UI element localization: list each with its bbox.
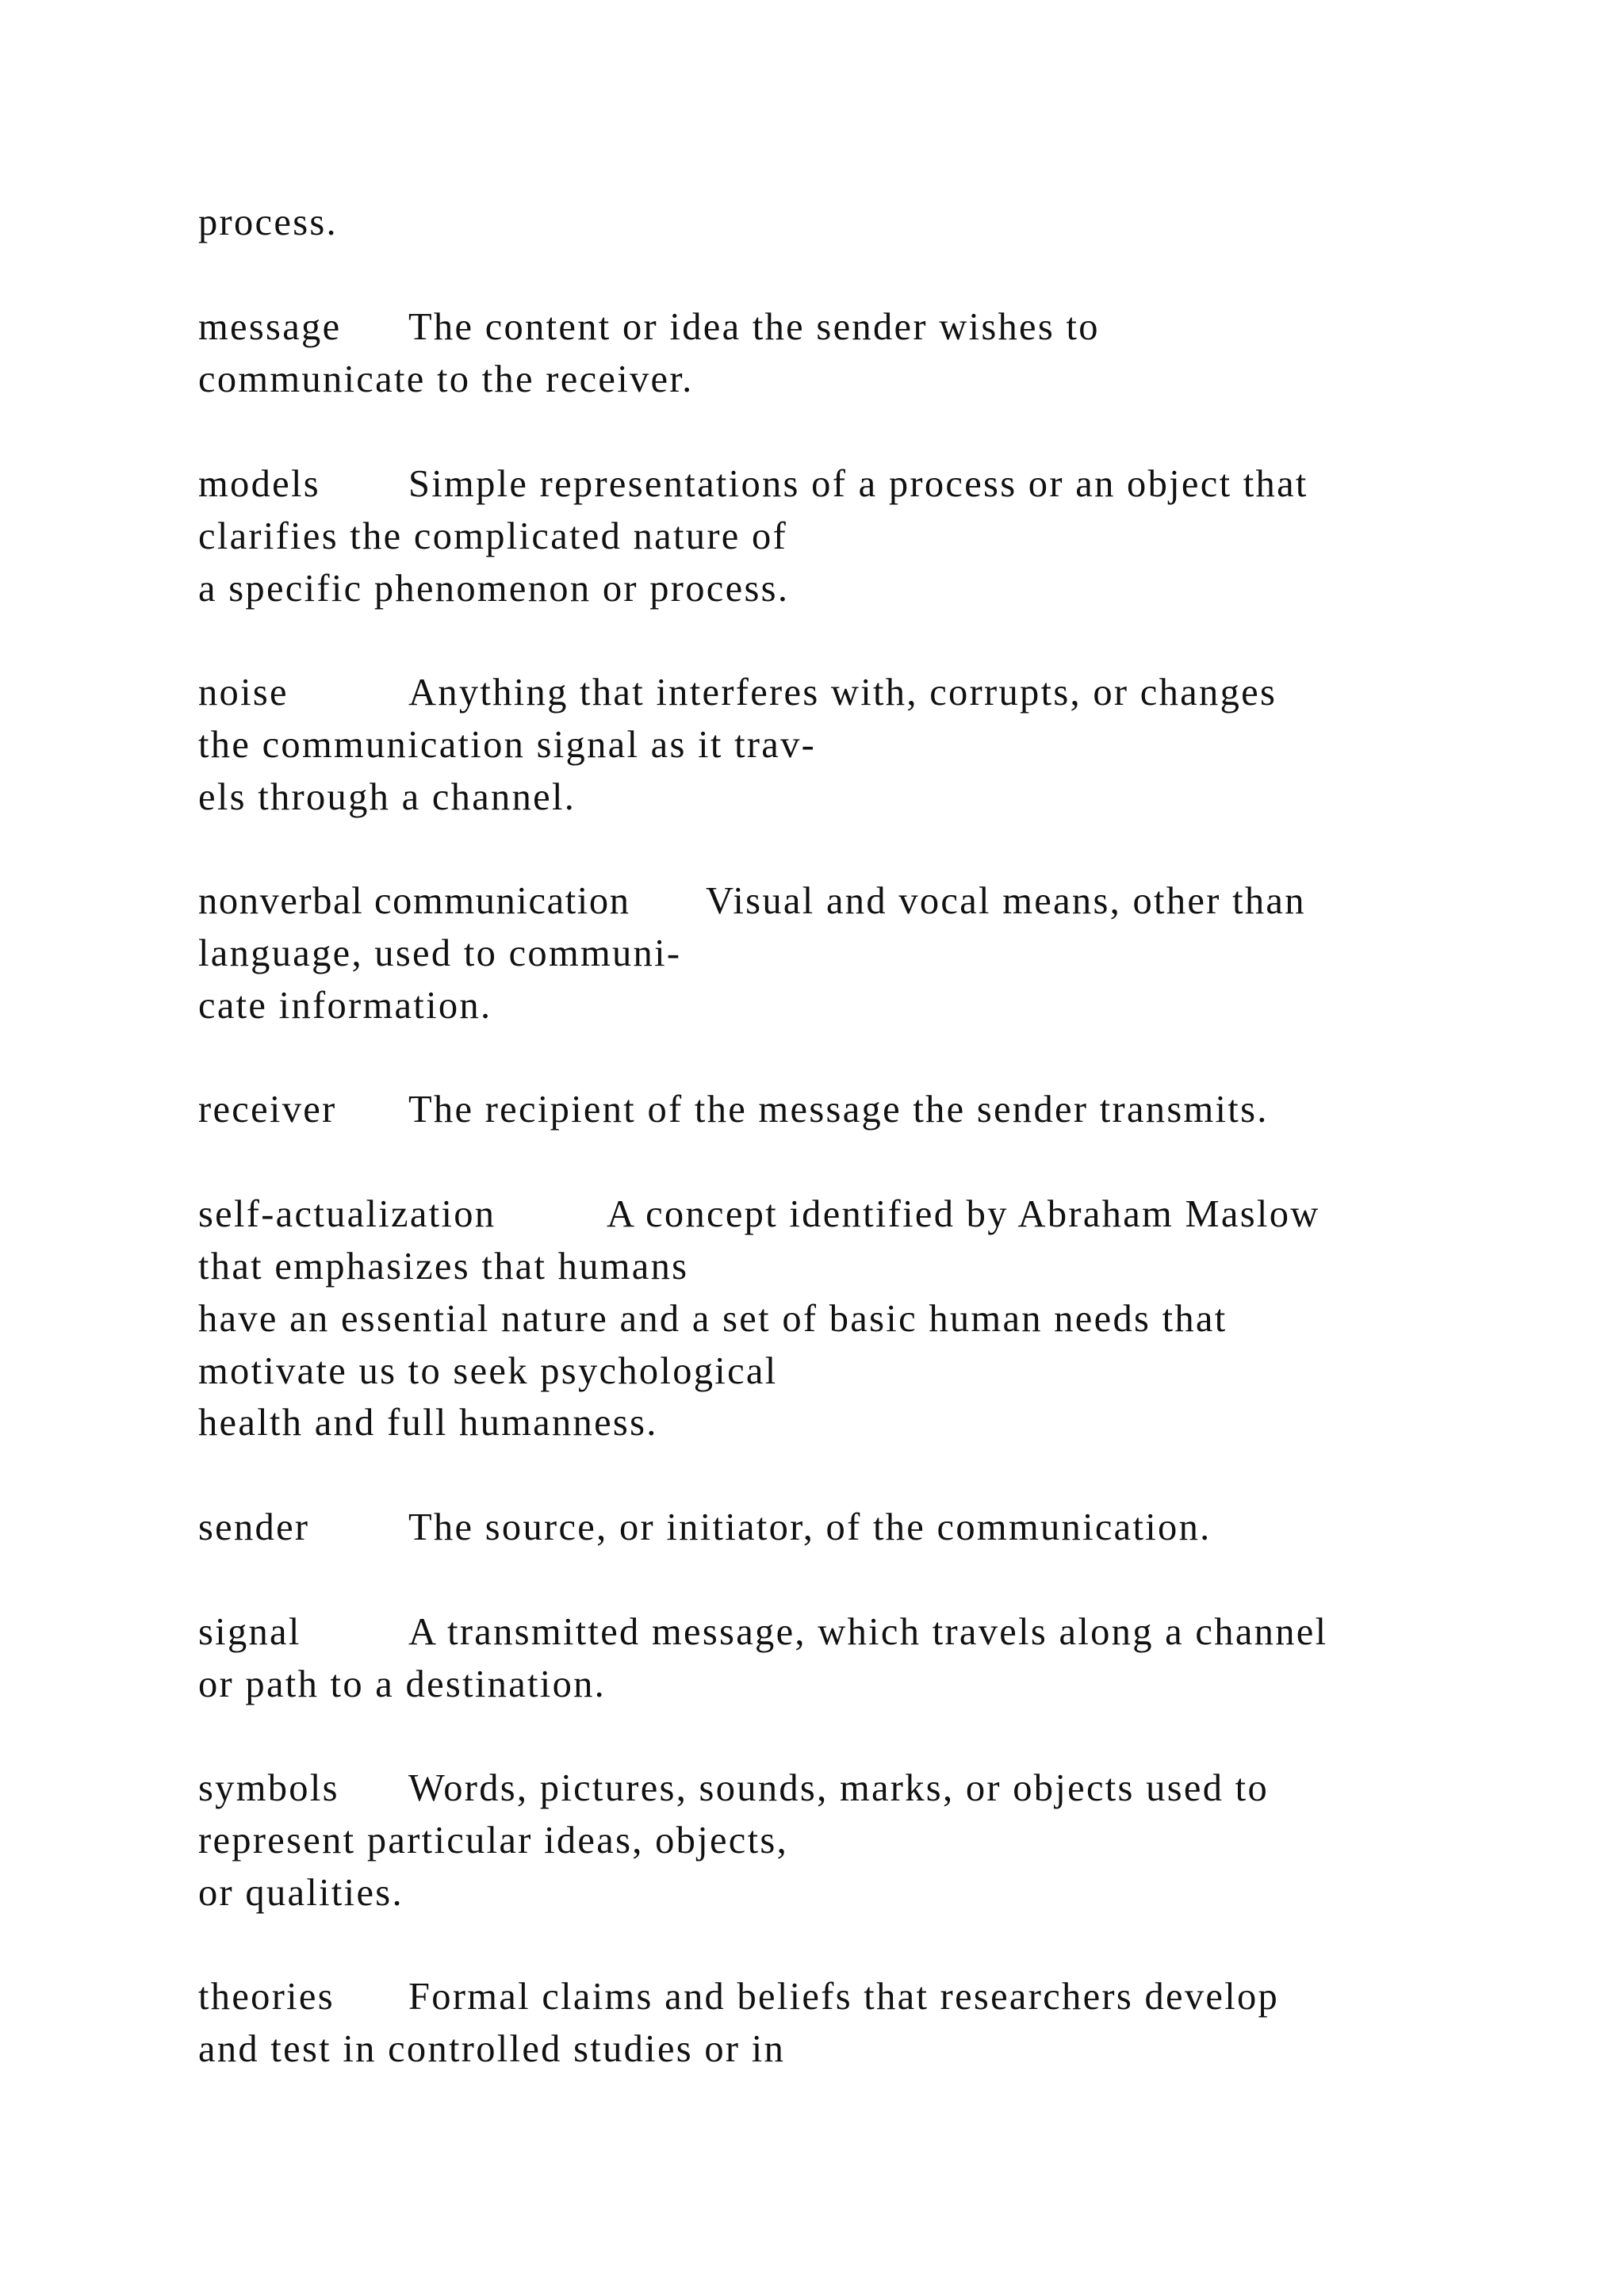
definition-line: clarifies the complicated nature of	[198, 515, 788, 557]
definition-line: A concept identified by Abraham Maslow	[607, 1193, 1320, 1235]
definition-line: have an essential nature and a set of basic human needs that	[198, 1298, 1228, 1340]
definition-line: Simple representations of a process or an object that	[408, 463, 1308, 505]
definition-line: els through a channel.	[198, 776, 576, 818]
definition-line: Visual and vocal means, other than	[706, 880, 1306, 922]
term-sender: sender	[198, 1506, 310, 1548]
term-symbols: symbols	[198, 1767, 339, 1809]
definition-line: The recipient of the message the sender transmits.	[408, 1089, 1269, 1131]
term-self-actualization: self-actualization	[198, 1193, 496, 1235]
term-theories: theories	[198, 1976, 335, 2018]
definition-line: Formal claims and beliefs that researchers develop	[408, 1976, 1280, 2018]
definition-line: The source, or initiator, of the communication.	[408, 1506, 1212, 1548]
term-nonverbal-communication: nonverbal communication	[198, 880, 630, 922]
definition-line: a specific phenomenon or process.	[198, 568, 790, 610]
definition-line: or qualities.	[198, 1872, 404, 1914]
definition-line: Words, pictures, sounds, marks, or objects used to	[408, 1767, 1269, 1809]
term-noise: noise	[198, 672, 289, 714]
definition-line: cate information.	[198, 985, 492, 1027]
definition-line: The content or idea the sender wishes to	[408, 306, 1100, 348]
definition-line: represent particular ideas, objects,	[198, 1820, 788, 1862]
definition-line: health and full humanness.	[198, 1402, 658, 1444]
definition-line: or path to a destination.	[198, 1663, 607, 1705]
definition-line: motivate us to seek psychological	[198, 1350, 778, 1392]
term-models: models	[198, 463, 320, 505]
term-message: message	[198, 306, 342, 348]
definition-line: and test in controlled studies or in	[198, 2028, 786, 2070]
definition-line: A transmitted message, which travels along a channel	[408, 1611, 1328, 1653]
definition-line: the communication signal as it trav-	[198, 724, 817, 766]
definition-line: Anything that interferes with, corrupts, or changes	[408, 672, 1277, 714]
definition-line: communicate to the receiver.	[198, 358, 694, 400]
lead-in-text: process.	[198, 201, 338, 243]
term-receiver: receiver	[198, 1089, 337, 1131]
term-signal: signal	[198, 1611, 301, 1653]
definition-line: language, used to communi-	[198, 932, 682, 974]
definition-line: that emphasizes that humans	[198, 1246, 689, 1288]
